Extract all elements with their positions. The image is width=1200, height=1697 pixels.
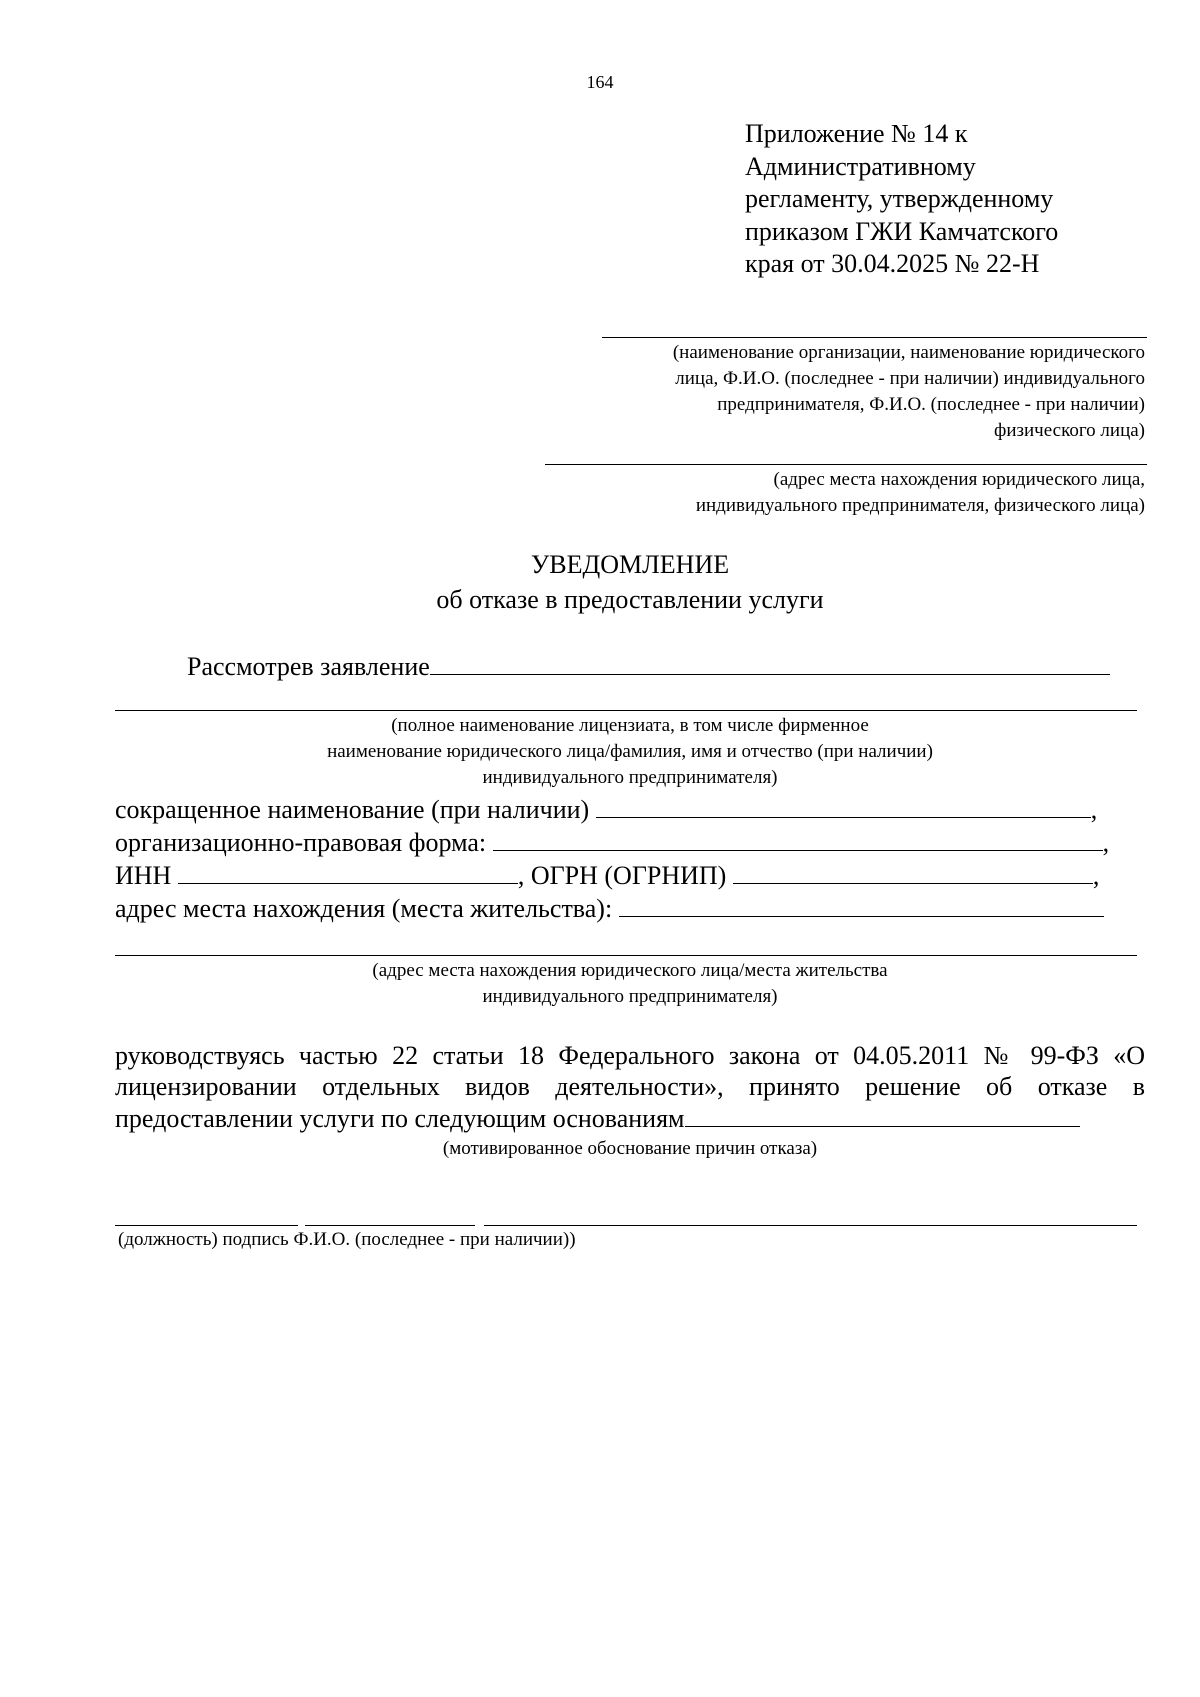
position-line[interactable]	[115, 1225, 298, 1226]
decision-line: лицензировании отдельных видов деятельности», принято решение об отказе в	[115, 1072, 1145, 1101]
address-field[interactable]	[619, 892, 1104, 917]
short-name-row	[115, 793, 1097, 825]
appendix-line: регламенту, утвержденному	[745, 184, 1054, 213]
caption-line: лица, Ф.И.О. (последнее - при наличии) индивидуального	[675, 368, 1145, 389]
comma: ,	[1090, 795, 1098, 824]
appendix-line: края от 30.04.2025 № 22-Н	[745, 249, 1040, 278]
decision-line: руководствуясь частью 22 статьи 18 Федерального закона от 04.05.2011 № 99-ФЗ «О	[115, 1041, 1145, 1070]
considered-label: Рассмотрев заявление	[187, 652, 430, 681]
notice-title: УВЕДОМЛЕНИЕ	[530, 550, 730, 579]
address-continuation-line[interactable]	[115, 955, 1137, 956]
considered-row	[187, 650, 1110, 682]
address-label: адрес места нахождения (места жительства):	[115, 894, 613, 923]
short-name-label: сокращенное наименование (при наличии)	[115, 795, 590, 824]
application-field[interactable]	[430, 650, 1110, 675]
legal-form-row	[115, 826, 1109, 858]
page-number: 164	[586, 72, 614, 92]
decision-line-with-field	[115, 1102, 1145, 1134]
addressee-org-caption	[673, 340, 1145, 444]
reason-caption: (мотивированное обоснование причин отказа)	[442, 1138, 818, 1159]
legal-form-field[interactable]	[493, 826, 1103, 851]
address-row	[115, 892, 1104, 924]
addressee-address-caption	[696, 467, 1145, 519]
appendix-line: Административному	[745, 151, 976, 181]
caption-line: (адрес места нахождения юридического лица,	[773, 469, 1145, 490]
inn-field[interactable]	[178, 859, 518, 884]
addressee-address-line[interactable]	[545, 464, 1147, 465]
appendix-line: Приложение № 14 к	[745, 119, 968, 148]
inn-label: ИНН	[115, 861, 172, 890]
caption-line: (полное наименование лицензиата, в том числе фирменное	[391, 715, 869, 736]
signature-caption: (должность) подпись Ф.И.О. (последнее - при наличии))	[118, 1229, 576, 1250]
caption-line: предпринимателя, Ф.И.О. (последнее - при наличии)	[717, 394, 1145, 415]
signature-line[interactable]	[305, 1225, 475, 1226]
decision-line: предоставлении услуги по следующим основаниям	[115, 1104, 685, 1133]
reason-field[interactable]	[685, 1102, 1080, 1127]
caption-line: индивидуального предпринимателя, физического лица)	[695, 495, 1145, 516]
full-name-line[interactable]	[484, 1225, 1137, 1226]
comma: ,	[1092, 861, 1100, 890]
appendix-block	[745, 118, 1058, 281]
inn-ogrn-row	[115, 859, 1099, 891]
appendix-line: приказом ГЖИ Камчатского	[745, 216, 1059, 246]
licensee-caption	[115, 713, 1145, 791]
caption-line: наименование юридического лица/фамилия, имя и отчество (при наличии)	[327, 741, 933, 762]
caption-line: (наименование организации, наименование юридического	[672, 342, 1145, 363]
ogrn-field[interactable]	[733, 859, 1093, 884]
short-name-field[interactable]	[596, 793, 1091, 818]
legal-form-label: организационно-правовая форма:	[115, 828, 487, 857]
caption-line: индивидуального предпринимателя)	[482, 767, 778, 788]
address-caption	[115, 958, 1145, 1010]
ogrn-label: , ОГРН (ОГРНИП)	[517, 861, 727, 890]
caption-line: (адрес места нахождения юридического лица/места жительства	[372, 960, 888, 981]
licensee-name-line[interactable]	[115, 710, 1137, 711]
addressee-org-line[interactable]	[602, 337, 1147, 338]
notice-subtitle: об отказе в предоставлении услуги	[436, 585, 824, 614]
comma: ,	[1102, 828, 1110, 857]
caption-line: физического лица)	[994, 420, 1145, 441]
decision-paragraph	[115, 1040, 1145, 1134]
caption-line: индивидуального предпринимателя)	[482, 986, 778, 1007]
